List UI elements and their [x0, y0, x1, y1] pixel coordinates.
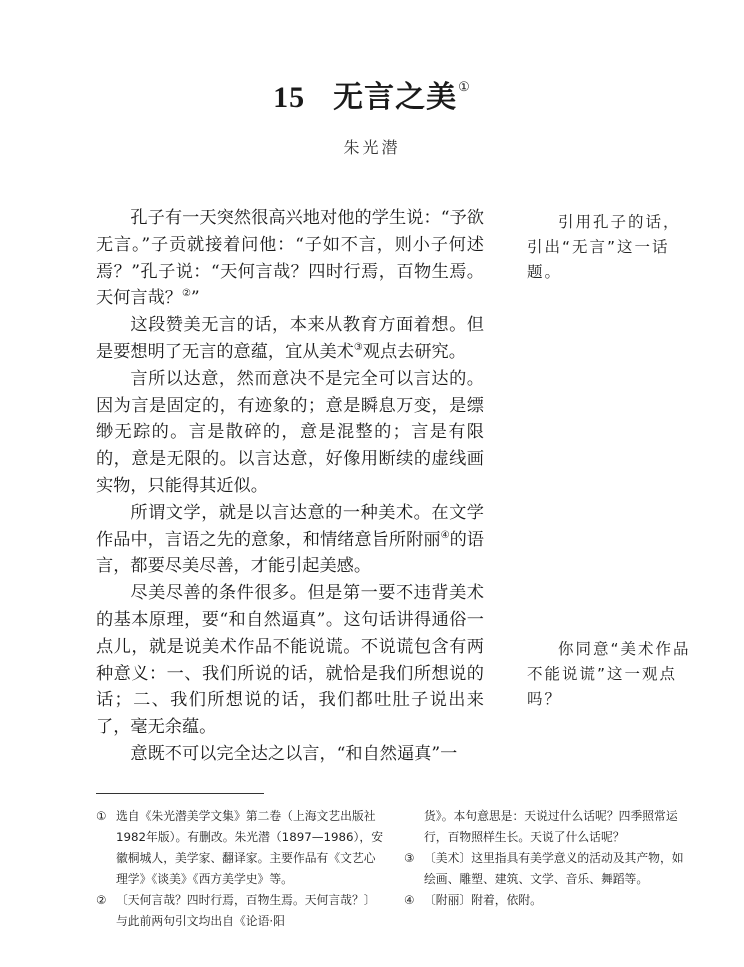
footnote	[96, 806, 384, 890]
footnote-ref: ④	[440, 529, 450, 541]
author-name: 朱光潜	[343, 138, 401, 157]
footnote-text: 〔美术〕这里指具有美学意义的活动及其产物，如绘画、雕塑、建筑、文学、音乐、舞蹈等。	[424, 851, 684, 886]
footnote	[96, 890, 384, 932]
lesson-title	[0, 72, 744, 116]
title-footnote-mark: ①	[458, 80, 471, 95]
paragraph-text: 言所以达意，然而意决不是完全可以言达的。因为言是固定的，有迹象的；意是瞬息万变，是缥缈无踪的。言是散碎的，意是混整的；言是有限的，意是无限的。以言达意，好像用断续的虚线画实物，只能得其近似。	[96, 368, 484, 496]
footnote-divider	[96, 793, 264, 794]
footnote-mark: ②	[96, 893, 107, 907]
footnote-text: 选自《朱光潜美学文集》第二卷（上海文艺出版社1982年版）。有删改。朱光潜（1897—1986），安徽桐城人，美学家、翻译家。主要作品有《文艺心理学》《谈美》《西方美学史》等。	[116, 809, 384, 886]
paragraph	[96, 366, 484, 500]
paragraph	[96, 500, 484, 580]
side-note-2	[527, 637, 695, 712]
paragraph	[96, 312, 484, 366]
lesson-number: 15	[273, 81, 306, 114]
paragraph-text: 意既不可以完全达之以言，“和自然逼真”一	[130, 743, 458, 764]
footnote-mark: ④	[404, 893, 415, 907]
footnote-text: 〔附丽〕附着，依附。	[424, 893, 542, 907]
footnote-ref: ③	[353, 341, 363, 353]
footnotes-left-column	[96, 806, 384, 932]
paragraph-text: 观点去研究。	[362, 341, 466, 362]
side-note-text: 引用孔子的话，引出“无言”这一话题。	[527, 213, 681, 281]
paragraph-text: 孔子有一天突然很高兴地对他的学生说：“予欲无言。”子贡就接着问他：“子如不言，则小子何述焉？”孔子说：“天何言哉？四时行焉，百物生焉。天何言哉？	[96, 208, 484, 309]
footnote-text: 货》。本句意思是：天说过什么话呢？四季照常运行，百物照样生长。天说了什么话呢？	[424, 809, 678, 844]
main-text	[96, 205, 484, 768]
paragraph-text: ”	[190, 288, 200, 309]
footnote-text: 〔天何言哉？四时行焉，百物生焉。天何言哉？〕与此前两句引文均出自《论语·阳	[116, 893, 376, 928]
side-note-text: 你同意“美术作品不能说谎”这一观点吗？	[527, 640, 691, 708]
footnote	[404, 890, 684, 911]
paragraph	[96, 741, 484, 768]
footnote-mark: ①	[96, 809, 107, 823]
paragraph-text: 所谓文学，就是以言达意的一种美术。在文学作品中，言语之先的意象，和情绪意旨所附丽	[96, 502, 484, 550]
footnotes-right-column	[404, 806, 684, 911]
paragraph-text: 这段赞美无言的话，本来从教育方面着想。但是要想明了无言的意蕴，宜从美术	[96, 315, 484, 362]
footnote	[404, 806, 684, 848]
paragraph-text: 的语言，都要尽美尽善，才能引起美感。	[96, 529, 484, 577]
paragraph	[96, 580, 484, 741]
paragraph-text: 尽美尽善的条件很多。但是第一要不违背美术的基本原理，要“和自然逼真”。这句话讲得通俗一点儿，就是说美术作品不能说谎。不说谎包含有两种意义：一、我们所说的话，就恰是我们所想说的话；二、我们所想说的话，我们都吐肚子说出来了，毫无余蕴。	[96, 583, 484, 738]
footnote-ref: ②	[181, 288, 191, 300]
lesson-title-text: 无言之美	[333, 80, 458, 115]
footnote-mark: ③	[404, 851, 415, 865]
paragraph	[96, 205, 484, 312]
footnote	[404, 848, 684, 890]
side-note-1	[527, 210, 695, 285]
